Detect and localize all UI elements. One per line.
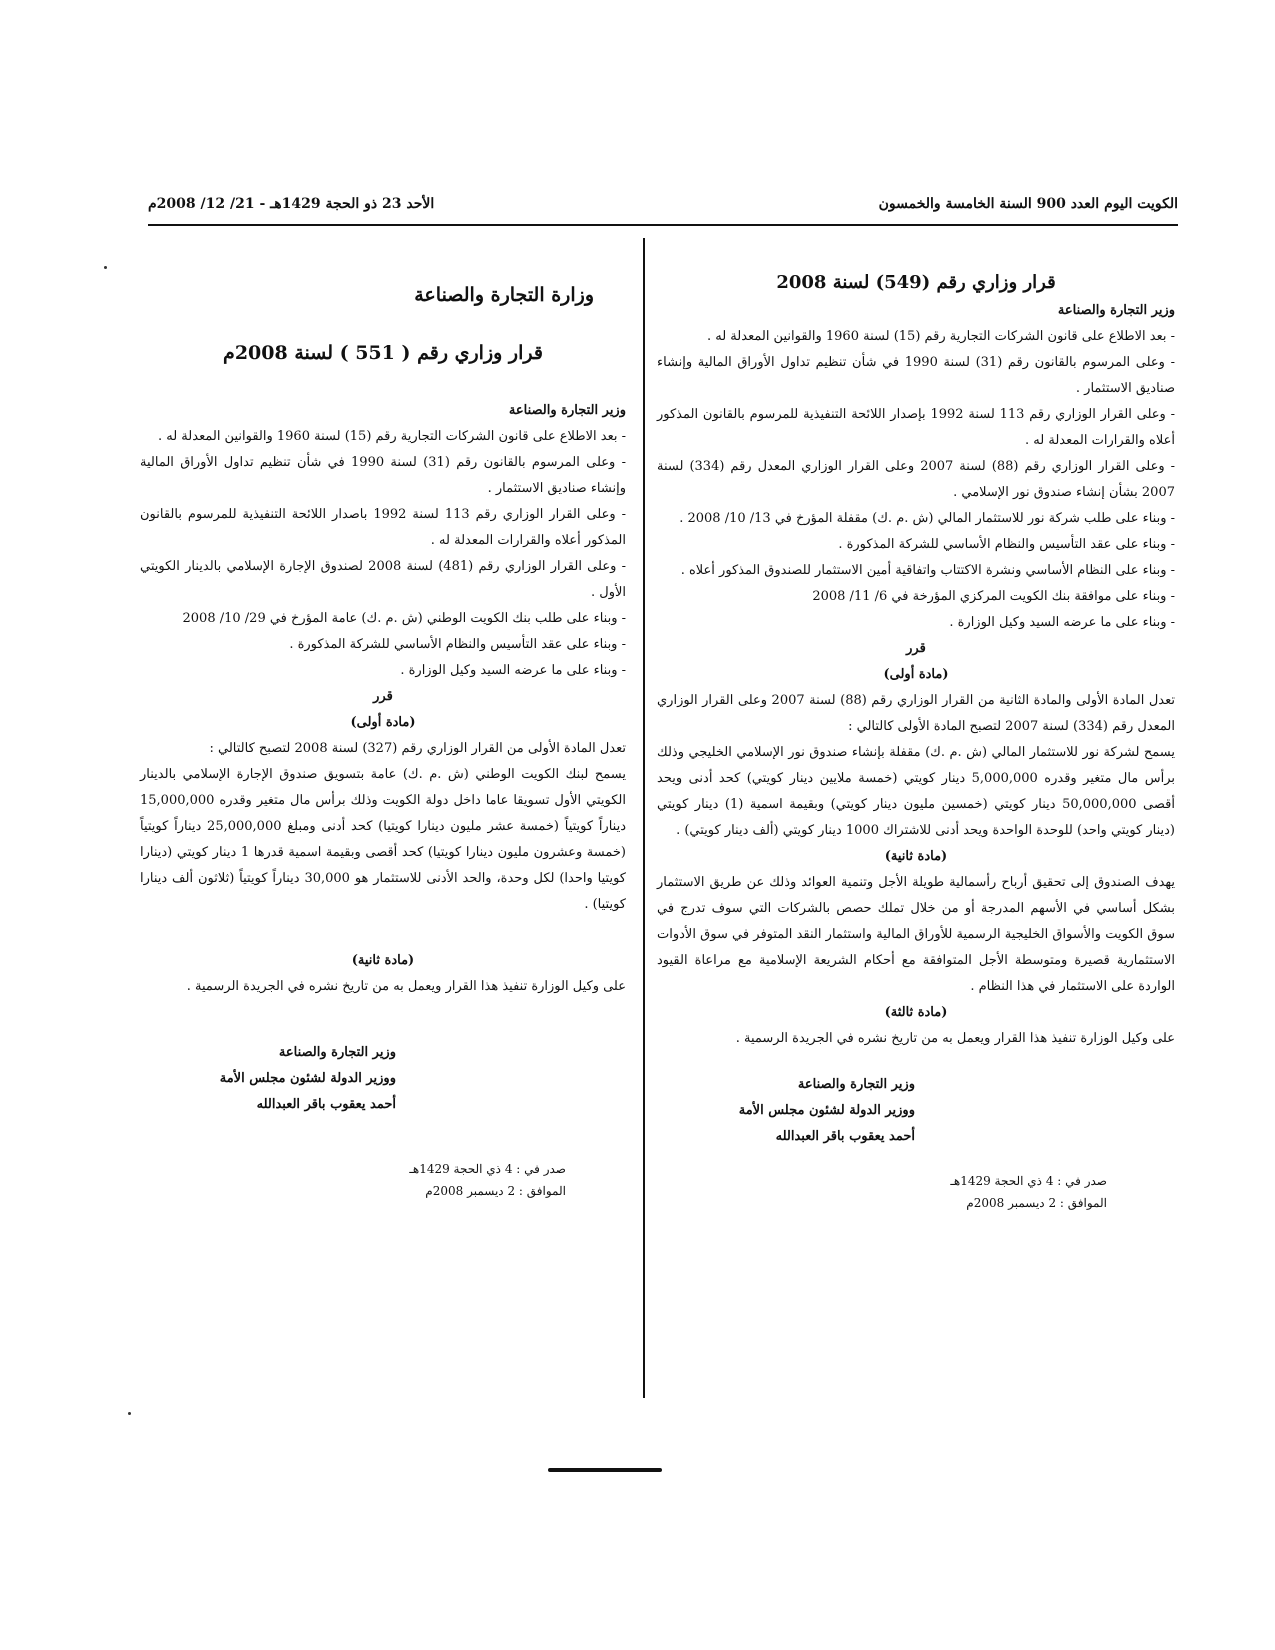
preamble-item: - وعلى المرسوم بالقانون رقم (31) لسنة 1990 في شأن تنظيم تداول الأوراق المالية وإنشاء صناديق الاستثمار . bbox=[140, 455, 626, 496]
preamble-item: - وبناء على عقد التأسيس والنظام الأساسي للشركة المذكورة . bbox=[289, 637, 626, 652]
scan-speck bbox=[128, 1412, 131, 1415]
signature-block bbox=[140, 1040, 626, 1118]
decree-549-column bbox=[657, 268, 1175, 1214]
article-2-body: على وكيل الوزارة تنفيذ هذا القرار ويعمل به من تاريخ نشره في الجريدة الرسمية . bbox=[186, 979, 626, 994]
preamble-item: - وعلى القرار الوزاري رقم 113 لسنة 1992 بإصدار اللائحة التنفيذية للمرسوم بالقانون المذكور أعلاه والقرارات المعدلة له . bbox=[657, 407, 1175, 448]
issued-hijri: صدر في : 4 ذي الحجة 1429هـ bbox=[950, 1174, 1107, 1188]
preamble-item: - وبناء على طلب بنك الكويت الوطني (ش .م .ك) عامة المؤرخ في 29/ 10/ 2008 bbox=[182, 611, 626, 626]
decree-551-minister: وزير التجارة والصناعة bbox=[508, 403, 626, 418]
preamble-item: - وعلى المرسوم بالقانون رقم (31) لسنة 1990 في شأن تنظيم تداول الأوراق المالية وإنشاء صناديق الاستثمار . bbox=[657, 355, 1175, 396]
spacer bbox=[140, 918, 626, 948]
article-1-heading: (مادة أولى) bbox=[883, 667, 949, 682]
article-3-body: على وكيل الوزارة تنفيذ هذا القرار ويعمل به من تاريخ نشره في الجريدة الرسمية . bbox=[735, 1031, 1175, 1046]
spacer bbox=[657, 1150, 1175, 1170]
preamble-item: - بعد الاطلاع على قانون الشركات التجارية رقم (15) لسنة 1960 والقوانين المعدلة له . bbox=[157, 429, 626, 444]
preamble-item: - وبناء على ما عرضه السيد وكيل الوزارة . bbox=[400, 663, 626, 678]
decided-heading: قرر bbox=[373, 689, 393, 704]
preamble-item: - وبناء على عقد التأسيس والنظام الأساسي للشركة المذكورة . bbox=[838, 537, 1175, 552]
footer-mark bbox=[548, 1468, 662, 1472]
decree-549-title: قرار وزاري رقم (549) لسنة 2008 bbox=[776, 272, 1056, 293]
preamble-item: - وبناء على موافقة بنك الكويت المركزي المؤرخة في 6/ 11/ 2008 bbox=[812, 589, 1175, 604]
article-1-intro: تعدل المادة الأولى من القرار الوزاري رقم (327) لسنة 2008 لتصبح كالتالي : bbox=[209, 741, 626, 756]
issued-gregorian: الموافق : 2 ديسمبر 2008م bbox=[966, 1196, 1107, 1210]
issued-gregorian: الموافق : 2 ديسمبر 2008م bbox=[425, 1184, 566, 1198]
scan-speck bbox=[104, 266, 107, 269]
decree-551-column bbox=[140, 280, 626, 1202]
preamble-item: - وعلى القرار الوزاري رقم (88) لسنة 2007 وعلى القرار الوزاري المعدل رقم (334) لسنة 2007 بشأن إنشاء صندوق نور الإسلامي . bbox=[657, 459, 1176, 500]
decided-heading: قرر bbox=[906, 641, 926, 656]
issued-hijri: صدر في : 4 ذي الحجة 1429هـ bbox=[409, 1162, 566, 1176]
signature-line: ووزير الدولة لشئون مجلس الأمة bbox=[219, 1071, 396, 1086]
ministry-heading: وزارة التجارة والصناعة bbox=[414, 284, 594, 306]
signature-line: أحمد يعقوب باقر العبدالله bbox=[256, 1097, 396, 1112]
article-1-body: يسمح لبنك الكويت الوطني (ش .م .ك) عامة بتسويق صندوق الإجارة الإسلامي بالدينار الكويتي الأول تسويقا عاما داخل دولة الكويت وذلك برأس مال متغير وقدره 15,000,000 ديناراً كويتياً (خمسة عشر مليون دينارا كويتيا) كحد أدنى ومبلغ 25,000,000 ديناراً كويتياً (خمسة وعشرون مليون دينارا كويتيا) كحد أقصى وبقيمة اسمية قدرها 1 دينار كويتي (دينارا كويتيا واحدا) لكل وحدة، والحد الأدنى للاستثمار هو 30,000 ديناراً كويتياً (ثلاثون ألف دينارا كويتيا) . bbox=[140, 767, 627, 912]
signature-line: وزير التجارة والصناعة bbox=[278, 1045, 396, 1060]
spacer bbox=[140, 1000, 626, 1040]
preamble-item: - وبناء على النظام الأساسي ونشرة الاكتتاب واتفاقية أمين الاستثمار للصندوق المذكور أعلاه . bbox=[680, 563, 1175, 578]
decree-551-title: قرار وزاري رقم ( 551 ) لسنة 2008م bbox=[223, 342, 543, 364]
signature-line: وزير التجارة والصناعة bbox=[797, 1077, 915, 1092]
article-1-heading: (مادة أولى) bbox=[350, 715, 416, 730]
preamble-item: - وعلى القرار الوزاري رقم 113 لسنة 1992 باصدار اللائحة التنفيذية للمرسوم بالقانون المذكور أعلاه والقرارات المعدلة له . bbox=[140, 507, 626, 548]
article-2-heading: (مادة ثانية) bbox=[351, 953, 415, 968]
header-date: الأحد 23 ذو الحجة 1429هـ - 21/ 12/ 2008م bbox=[148, 196, 435, 212]
article-2-heading: (مادة ثانية) bbox=[884, 849, 948, 864]
signature-block bbox=[657, 1072, 1175, 1150]
signature-line: أحمد يعقوب باقر العبدالله bbox=[775, 1129, 915, 1144]
page-header bbox=[148, 196, 1178, 222]
article-2-body: يهدف الصندوق إلى تحقيق أرباح رأسمالية طويلة الأجل وتنمية العوائد وذلك عن طريق الاستثمار بشكل أساسي في الأسهم المدرجة أو من خلال تملك حصص بالشركات التي سوف تدرج في سوق الكويت والأسواق الخليجية الرسمية للأوراق المالية واستثمار النقد المتوفر في سوق الأدوات الاستثمارية قصيرة ومتوسطة الأجل المتوافقة مع أحكام الشريعة الإسلامية مع مراعاة القيود الواردة على الاستثمار في هذا النظام . bbox=[657, 875, 1175, 994]
column-divider bbox=[643, 238, 645, 1398]
article-1-body: يسمح لشركة نور للاستثمار المالي (ش .م .ك) مقفلة بإنشاء صندوق نور الإسلامي الخليجي وذلك برأس مال متغير وقدره 5,000,000 دينار كويتي (خمسة ملايين دينار كويتي) كحد أدنى ويحد أقصى 50,000,000 دينار كويتي (خمسين مليون دينار كويتي) وبقيمة اسمية (1) دينار كويتي (دينار كويتي واحد) للوحدة الواحدة ويحد أدنى للاشتراك 1000 دينار كويتي (ألف دينار كويتي) . bbox=[657, 745, 1175, 838]
issue-date-block bbox=[657, 1170, 1175, 1214]
preamble-item: - وبناء على طلب شركة نور للاستثمار المالي (ش .م .ك) مقفلة المؤرخ في 13/ 10/ 2008 . bbox=[679, 511, 1175, 526]
article-3-heading: (مادة ثالثة) bbox=[884, 1005, 948, 1020]
issue-date-block bbox=[140, 1158, 626, 1202]
spacer bbox=[657, 1052, 1175, 1072]
header-rule bbox=[148, 224, 1178, 226]
spacer bbox=[140, 1118, 626, 1158]
signature-line: ووزير الدولة لشئون مجلس الأمة bbox=[738, 1103, 915, 1118]
preamble-item: - وعلى القرار الوزاري رقم (481) لسنة 2008 لصندوق الإجارة الإسلامي بالدينار الكويتي الأول . bbox=[140, 559, 626, 600]
article-1-intro: تعدل المادة الأولى والمادة الثانية من القرار الوزاري رقم (88) لسنة 2007 وعلى القرار الوزاري المعدل رقم (334) لسنة 2007 لتصبح المادة الأولى كالتالي : bbox=[657, 693, 1176, 734]
header-issue-info: الكويت اليوم العدد 900 السنة الخامسة والخمسون bbox=[878, 196, 1178, 212]
preamble-item: - وبناء على ما عرضه السيد وكيل الوزارة . bbox=[949, 615, 1175, 630]
decree-549-minister: وزير التجارة والصناعة bbox=[1057, 303, 1175, 318]
preamble-item: - بعد الاطلاع على قانون الشركات التجارية رقم (15) لسنة 1960 والقوانين المعدلة له . bbox=[706, 329, 1175, 344]
